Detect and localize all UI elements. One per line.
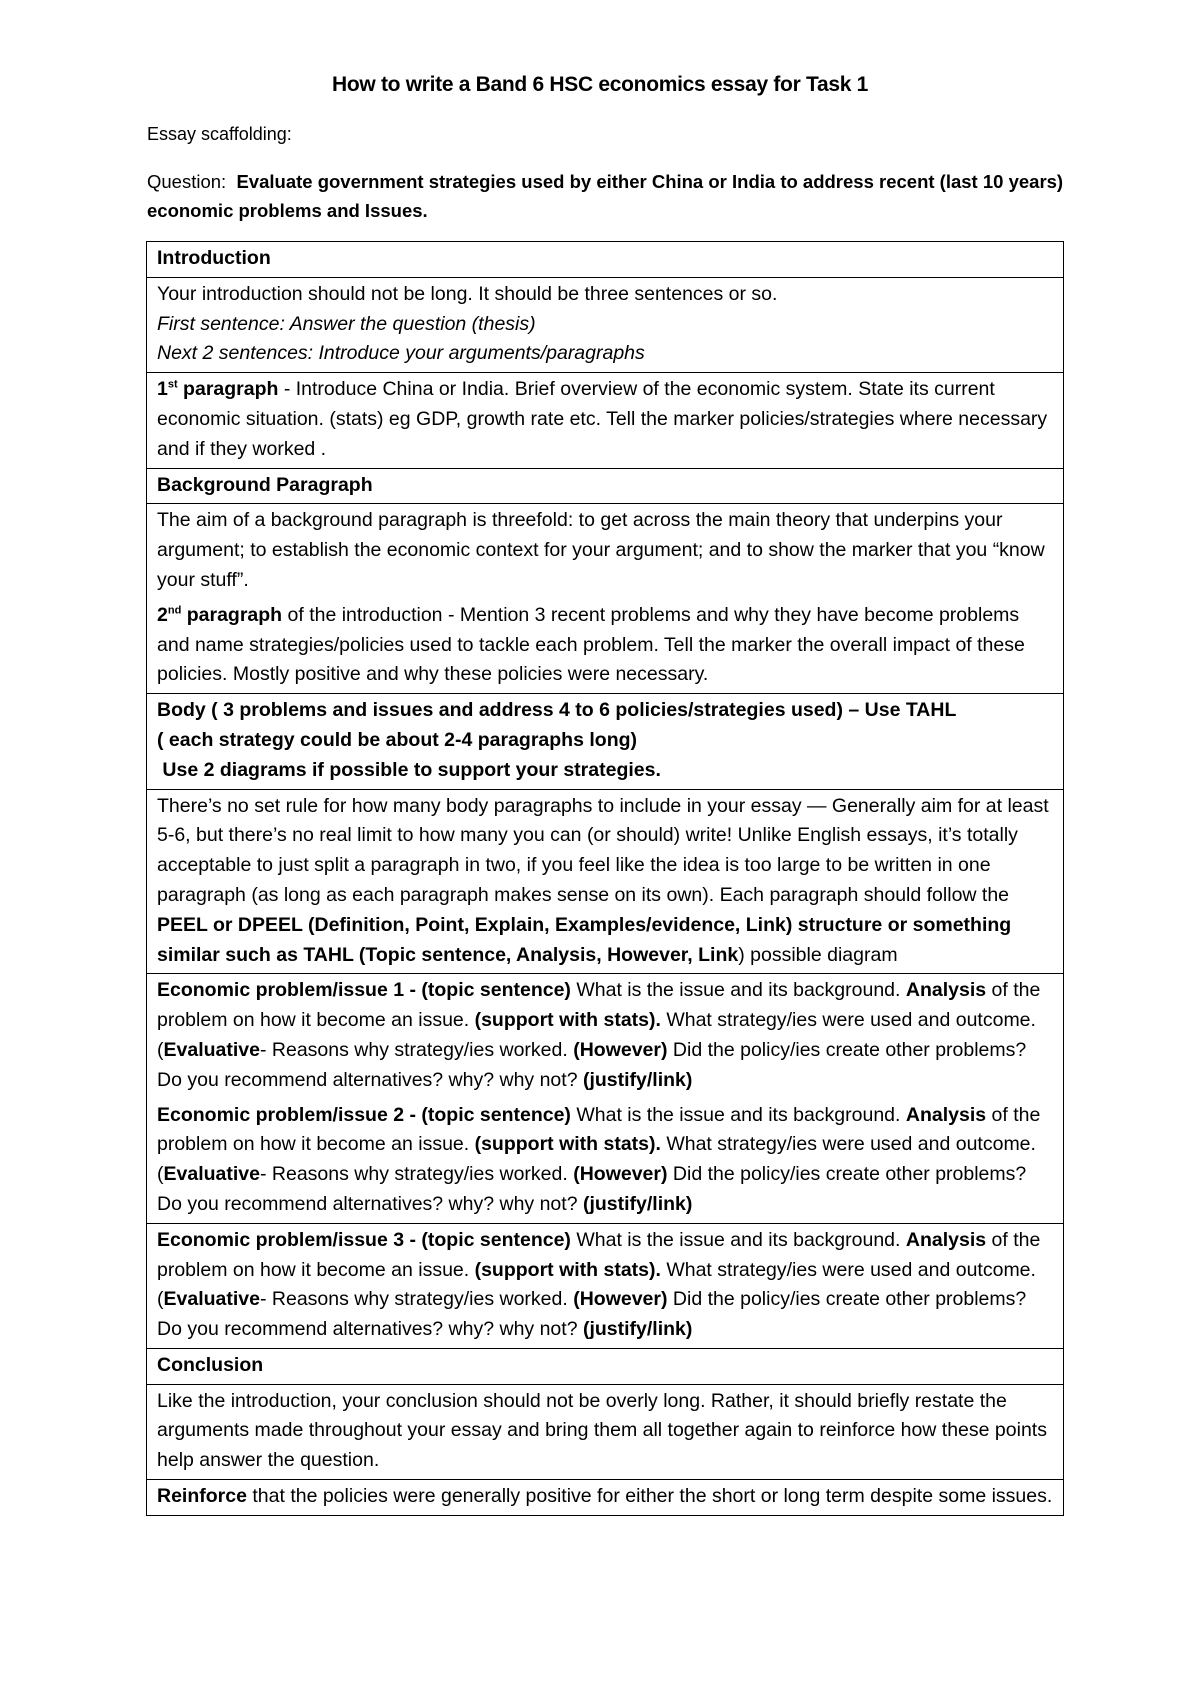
problem-text: - Reasons why strategy/ies worked. [259, 1163, 574, 1186]
stats-label: (support with stats). [474, 1009, 661, 1032]
essay-scaffolding-label: Essay scaffolding: [147, 124, 292, 144]
however-label: (However) [573, 1163, 668, 1186]
second-paragraph-label: paragraph [181, 603, 283, 626]
problem-text: Did the policy/ies create other problems? Do you recommend alternatives? why? why not? [157, 1288, 1027, 1341]
document-title: How to write a Band 6 HSC economics essay for Task 1 [331, 73, 869, 96]
evaluative-label: Evaluative [163, 1038, 260, 1061]
justify-label: (justify/link) [582, 1068, 693, 1091]
body-text-row [147, 789, 1063, 974]
problem-text: Did the policy/ies create other problems? Do you recommend alternatives? why? why not? [157, 1038, 1027, 1091]
problem-heading: Economic problem/issue 2 - (topic sentence) [157, 1103, 571, 1126]
problem-3-row [147, 1223, 1063, 1348]
problem-text: What is the issue and its background. [570, 1103, 906, 1126]
first-paragraph-text: - Introduce China or India. Brief overview of the economic system. State its current economic situation. (stats) eg GDP, growth rate etc. Tell the marker policies/strategies where necessary and if they worked . [157, 378, 1048, 460]
second-paragraph-text: of the introduction - Mention 3 recent problems and why they have become problems and name strategies/policies used to tackle each problem. Tell the marker the overall impact of these policies. Mostly positive and why these policies were necessary. [157, 603, 1025, 686]
stats-label: (support with stats). [474, 1258, 661, 1281]
body-text-b: ) possible diagram [738, 943, 898, 966]
background-heading-row [147, 468, 1063, 504]
evaluative-label: Evaluative [163, 1288, 260, 1311]
body-text-bold: PEEL or DPEEL (Definition, Point, Explain, Examples/evidence, Link) structure or something similar such as TAHL (Topic sentence, Analysis, However, Link [157, 913, 1012, 966]
problem-heading: Economic problem/issue 3 - (topic sentence) [157, 1228, 571, 1251]
analysis-label: Analysis [905, 1103, 987, 1126]
problem-text: What is the issue and its background. [570, 979, 906, 1002]
problem-text: What strategy/ies were used and outcome. ( [157, 1258, 1036, 1311]
evaluative-label: Evaluative [163, 1163, 260, 1186]
background-body-row [147, 503, 1063, 598]
however-label: (However) [573, 1288, 668, 1311]
problem-text: - Reasons why strategy/ies worked. [259, 1288, 574, 1311]
reinforce-label: Reinforce [157, 1485, 247, 1508]
analysis-label: Analysis [905, 1228, 987, 1251]
body-heading-3: Use 2 diagrams if possible to support your strategies. [157, 758, 661, 781]
introduction-body-row [147, 277, 1063, 372]
reinforce-row [147, 1479, 1063, 1515]
problem-text: What strategy/ies were used and outcome. ( [157, 1133, 1036, 1186]
first-paragraph-suffix: st [167, 378, 178, 391]
justify-label: (justify/link) [582, 1318, 693, 1341]
body-heading-2: ( each strategy could be about 2-4 paragraphs long) [157, 728, 638, 751]
stats-label: (support with stats). [474, 1133, 661, 1156]
introduction-heading-row [147, 242, 1063, 277]
problem-text: of the problem on how it become an issue. [157, 1228, 1041, 1281]
body-text-a: There’s no set rule for how many body paragraphs to include in your essay — Generally aim for at least 5-6, but there’s no real limit to how many you can (or should) write! Unlike English essays, it’s totally acceptable to just split a paragraph in two, if you feel like the idea is too large to be written in one paragraph (as long as each paragraph makes sense on its own). Each paragraph should follow the [157, 794, 1049, 906]
conclusion-heading-row [147, 1348, 1063, 1384]
second-paragraph-row [147, 599, 1063, 693]
conclusion-body: Like the introduction, your conclusion should not be overly long. Rather, it should briefly restate the arguments made throughout your essay and bring them all together again to reinforce how these points help answer the question. [157, 1389, 1047, 1472]
question-label: Question: [147, 171, 227, 192]
problem-2-row [147, 1099, 1063, 1223]
introduction-body-1: Your introduction should not be long. It should be three sentences or so. [157, 282, 778, 305]
scaffold-table [146, 241, 1064, 1516]
second-paragraph-number: 2 [157, 603, 168, 626]
first-paragraph-label: paragraph [177, 378, 279, 401]
conclusion-heading: Conclusion [157, 1353, 264, 1376]
problem-text: of the problem on how it become an issue. [157, 979, 1041, 1032]
second-paragraph-suffix: nd [167, 604, 182, 617]
problem-heading: Economic problem/issue 1 - (topic sentence) [157, 979, 571, 1002]
however-label: (However) [573, 1038, 668, 1061]
problem-text: Did the policy/ies create other problems? Do you recommend alternatives? why? why not? [157, 1163, 1027, 1215]
background-body: The aim of a background paragraph is threefold: to get across the main theory that underpins your argument; to establish the economic context for your argument; and to show the marker that you “know your stuff”. [157, 509, 1045, 591]
introduction-body-2: First sentence: Answer the question (thesis) [157, 312, 536, 335]
body-heading-row [147, 693, 1063, 788]
question [147, 167, 1067, 225]
question-text: Evaluate government strategies used by either China or India to address recent (last 10 years) economic problems and Issues. [147, 171, 1064, 221]
analysis-label: Analysis [905, 979, 987, 1002]
problem-text: What is the issue and its background. [570, 1228, 906, 1251]
problem-text: What strategy/ies were used and outcome. ( [157, 1009, 1036, 1061]
body-heading-1: Body ( 3 problems and issues and address 4 to 6 policies/strategies used) – Use TAHL [157, 699, 957, 722]
justify-label: (justify/link) [582, 1192, 693, 1215]
problem-text: - Reasons why strategy/ies worked. [259, 1038, 574, 1061]
background-heading: Background Paragraph [157, 473, 373, 496]
introduction-body-3: Next 2 sentences: Introduce your arguments/paragraphs [157, 342, 645, 365]
introduction-heading: Introduction [157, 247, 271, 269]
first-paragraph-row [147, 372, 1063, 467]
conclusion-body-row [147, 1384, 1063, 1479]
problem-text: of the problem on how it become an issue. [157, 1103, 1041, 1156]
problem-1-row [147, 973, 1063, 1098]
first-paragraph-number: 1 [157, 378, 168, 401]
reinforce-text: that the policies were generally positive for either the short or long term despite some issues. [246, 1485, 1053, 1508]
